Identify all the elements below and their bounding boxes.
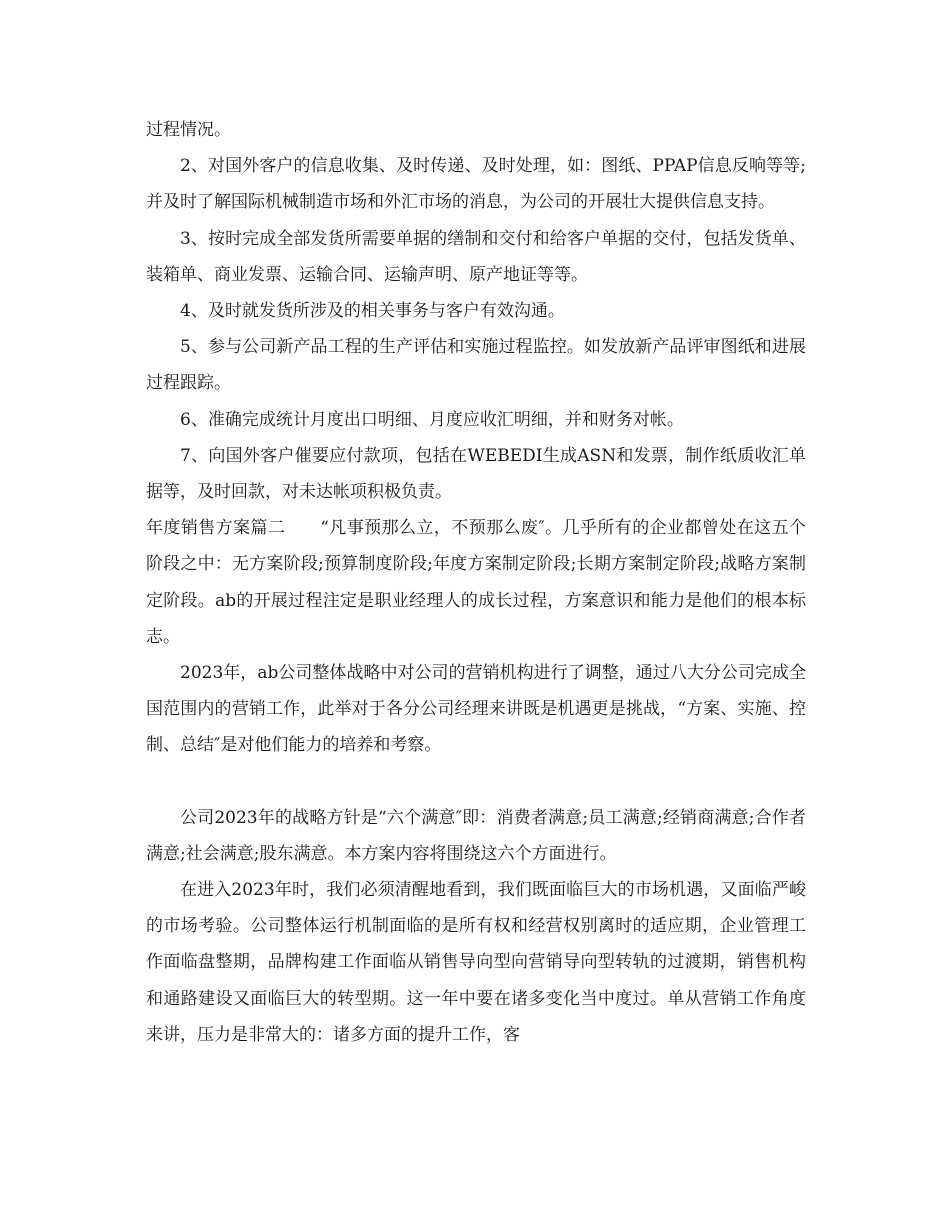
paragraph-market-outlook: 在进入2023年时，我们必须清醒地看到，我们既面临巨大的市场机遇，又面临严峻的市场考验。公司整体运行机制面临的是所有权和经营权别离时的适应期，企业管理工作面临盘整期，品牌构建工作面临从销售导向型向营销导向型转轨的过渡期，销售机构和通路建设又面临巨大的转型期。这一年中要在诸多变化当中度过。单从营销工作角度来讲，压力是非常大的：诸多方面的提升工作，客 [146,880,806,1045]
paragraph-strategy: 公司2023年的战略方针是“六个满意″即：消费者满意;员工满意;经销商满意;合作者满意;社会满意;股东满意。本方案内容将围绕这六个方面进行。 [146,807,806,864]
paragraph-item-7: 7、向国外客户催要应付款项，包括在WEBEDI生成ASN和发票，制作纸质收汇单据等，及时回款，对未达帐项积极负责。 [146,445,806,503]
paragraph-item-3: 3、按时完成全部发货所需要单据的缮制和交付和给客户单据的交付，包括发货单、装箱单、商业发票、运输合同、运输声明、原产地证等等。 [146,228,806,285]
paragraph-item-6: 6、准确完成统计月度出口明细、月度应收汇明细，并和财务对帐。 [180,409,684,430]
paragraph-restructure: 2023年，ab公司整体战略中对公司的营销机构进行了调整，通过八大分公司完成全国范围内的营销工作，此举对于各分公司经理来讲既是机遇更是挑战，“方案、实施、控制、总结″是对他们能力的培养和考察。 [146,663,806,756]
paragraph-continuation: 过程情况。 [146,120,231,140]
paragraph-item-4: 4、及时就发货所涉及的相关事务与客户有效沟通。 [180,301,565,322]
section-heading-paragraph: 年度销售方案篇二 “凡事预那么立，不预那么废″。几乎所有的企业都曾处在这五个阶段之中：无方案阶段;预算制度阶段;年度方案制定阶段;长期方案制定阶段;战略方案制定阶段。ab的开展过程注定是职业经理人的成长过程，方案意识和能力是他们的根本标志。 [146,518,806,647]
paragraph-gap [146,764,806,800]
paragraph-item-2: 2、对国外客户的信息收集、及时传递、及时处理，如：图纸、PPAP信息反响等等;并及时了解国际机械制造市场和外汇市场的消息，为公司的开展壮大提供信息支持。 [146,156,806,213]
paragraph-item-5: 5、参与公司新产品工程的生产评估和实施过程监控。如发放新产品评审图纸和进展过程跟踪。 [146,337,806,394]
document-body [146,112,806,1053]
